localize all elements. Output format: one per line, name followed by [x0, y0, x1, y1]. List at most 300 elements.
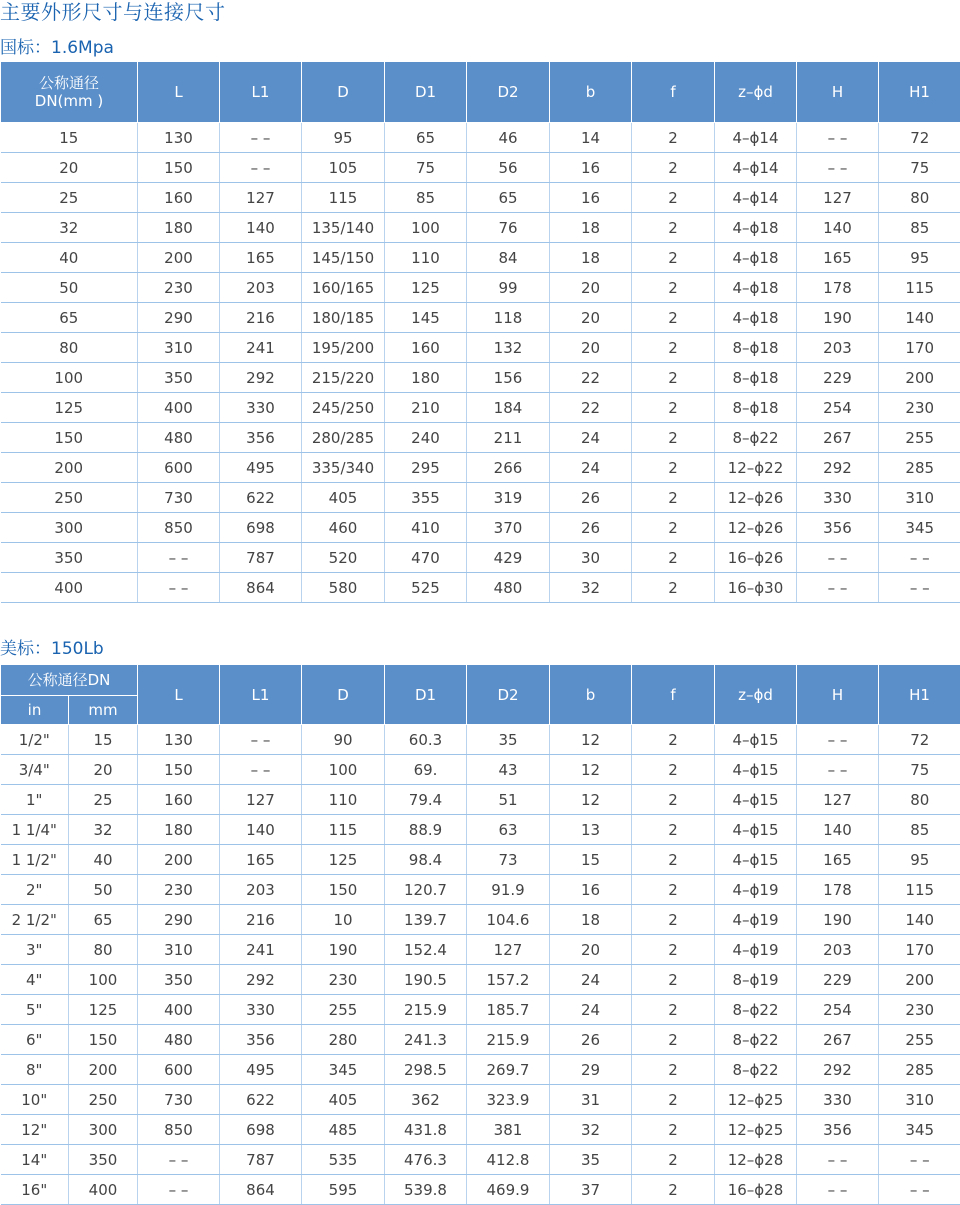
- table-cell: 65: [467, 183, 550, 213]
- table-cell: 152.4: [385, 935, 467, 965]
- table-cell: 4–ϕ19: [715, 935, 797, 965]
- table-cell: 130: [138, 725, 220, 755]
- table-cell: 8–ϕ18: [715, 333, 797, 363]
- table-cell: 356: [797, 513, 879, 543]
- table-cell: 150: [138, 755, 220, 785]
- table-cell: 2: [632, 483, 715, 513]
- table-cell: 95: [879, 845, 960, 875]
- us-column-header: D1: [385, 665, 467, 725]
- table-cell: 203: [797, 333, 879, 363]
- table-cell: 22: [550, 363, 632, 393]
- table-cell: 215/220: [302, 363, 385, 393]
- table-cell: 8": [1, 1055, 69, 1085]
- table-cell: 2: [632, 243, 715, 273]
- table-cell: 2: [632, 815, 715, 845]
- table-cell: 88.9: [385, 815, 467, 845]
- table-cell: 323.9: [467, 1085, 550, 1115]
- table-cell: 100: [385, 213, 467, 243]
- table-cell: 76: [467, 213, 550, 243]
- table-cell: 40: [1, 243, 138, 273]
- table-cell: 8–ϕ18: [715, 393, 797, 423]
- table-cell: 140: [797, 815, 879, 845]
- table-cell: 24: [550, 453, 632, 483]
- table-cell: 20: [550, 333, 632, 363]
- table-cell: 24: [550, 965, 632, 995]
- table-cell: 310: [879, 1085, 960, 1115]
- us-mm-header: mm: [69, 696, 138, 725]
- table-cell: 2: [632, 333, 715, 363]
- table-row: [1, 303, 960, 333]
- gb-header-row: [1, 62, 960, 123]
- table-cell: 203: [220, 273, 302, 303]
- table-cell: 115: [879, 273, 960, 303]
- table-cell: 730: [138, 1085, 220, 1115]
- table-cell: 30: [550, 543, 632, 573]
- table-cell: 485: [302, 1115, 385, 1145]
- table-cell: 16–ϕ26: [715, 543, 797, 573]
- table-cell: – –: [879, 543, 960, 573]
- table-cell: 12–ϕ25: [715, 1115, 797, 1145]
- table-cell: 16: [550, 153, 632, 183]
- us-table-body: [1, 725, 960, 1205]
- table-cell: 216: [220, 303, 302, 333]
- table-cell: 280/285: [302, 423, 385, 453]
- table-cell: 190: [797, 303, 879, 333]
- table-cell: 80: [879, 183, 960, 213]
- table-cell: – –: [220, 755, 302, 785]
- table-cell: 622: [220, 483, 302, 513]
- table-cell: 130: [138, 123, 220, 153]
- table-cell: 4–ϕ18: [715, 243, 797, 273]
- table-cell: 139.7: [385, 905, 467, 935]
- table-row: [1, 1055, 960, 1085]
- table-cell: 200: [879, 363, 960, 393]
- table-cell: 80: [1, 333, 138, 363]
- us-in-header: in: [1, 696, 69, 725]
- us-column-header: D2: [467, 665, 550, 725]
- table-cell: 280: [302, 1025, 385, 1055]
- table-cell: 215.9: [467, 1025, 550, 1055]
- table-cell: 25: [1, 183, 138, 213]
- table-cell: 4–ϕ14: [715, 183, 797, 213]
- table-row: [1, 573, 960, 603]
- table-cell: 115: [302, 183, 385, 213]
- table-cell: 18: [550, 243, 632, 273]
- table-cell: 3/4": [1, 755, 69, 785]
- table-cell: 160: [138, 785, 220, 815]
- table-row: [1, 785, 960, 815]
- table-cell: 2: [632, 1175, 715, 1205]
- table-cell: 4–ϕ14: [715, 123, 797, 153]
- table-cell: 150: [69, 1025, 138, 1055]
- us-column-header: L: [138, 665, 220, 725]
- table-cell: 95: [302, 123, 385, 153]
- table-cell: – –: [797, 755, 879, 785]
- table-cell: 73: [467, 845, 550, 875]
- table-cell: – –: [797, 543, 879, 573]
- table-cell: 115: [879, 875, 960, 905]
- table-cell: 698: [220, 513, 302, 543]
- table-cell: 469.9: [467, 1175, 550, 1205]
- table-row: [1, 513, 960, 543]
- table-cell: – –: [220, 725, 302, 755]
- table-row: [1, 183, 960, 213]
- table-row: [1, 965, 960, 995]
- table-row: [1, 995, 960, 1025]
- table-cell: – –: [797, 1145, 879, 1175]
- us-column-header: H1: [879, 665, 960, 725]
- gb-column-header: f: [632, 62, 715, 123]
- gb-dimension-table: [0, 61, 960, 603]
- table-cell: 170: [879, 935, 960, 965]
- table-cell: 200: [69, 1055, 138, 1085]
- table-cell: 362: [385, 1085, 467, 1115]
- table-cell: 16: [550, 183, 632, 213]
- table-cell: 125: [1, 393, 138, 423]
- table-cell: 330: [797, 483, 879, 513]
- table-cell: 2: [632, 1055, 715, 1085]
- table-cell: 412.8: [467, 1145, 550, 1175]
- table-cell: 100: [302, 755, 385, 785]
- table-cell: 405: [302, 483, 385, 513]
- table-cell: 20: [69, 755, 138, 785]
- table-cell: 50: [1, 273, 138, 303]
- table-cell: 2 1/2": [1, 905, 69, 935]
- table-cell: 335/340: [302, 453, 385, 483]
- table-cell: 4–ϕ18: [715, 213, 797, 243]
- table-cell: 16: [550, 875, 632, 905]
- table-cell: 80: [879, 785, 960, 815]
- table-cell: 230: [302, 965, 385, 995]
- table-cell: 356: [797, 1115, 879, 1145]
- table-cell: 292: [220, 363, 302, 393]
- table-cell: – –: [220, 123, 302, 153]
- table-cell: 400: [69, 1175, 138, 1205]
- table-cell: 56: [467, 153, 550, 183]
- table-cell: 2: [632, 935, 715, 965]
- table-cell: 72: [879, 725, 960, 755]
- table-cell: 370: [467, 513, 550, 543]
- table-cell: 157.2: [467, 965, 550, 995]
- table-row: [1, 393, 960, 423]
- table-cell: 63: [467, 815, 550, 845]
- table-cell: 190.5: [385, 965, 467, 995]
- table-row: [1, 453, 960, 483]
- table-cell: 85: [879, 213, 960, 243]
- table-cell: 105: [302, 153, 385, 183]
- table-cell: 300: [69, 1115, 138, 1145]
- table-cell: 127: [467, 935, 550, 965]
- table-cell: 1 1/4": [1, 815, 69, 845]
- table-cell: 145: [385, 303, 467, 333]
- table-cell: 2: [632, 905, 715, 935]
- table-cell: 50: [69, 875, 138, 905]
- table-cell: 178: [797, 875, 879, 905]
- table-cell: 864: [220, 573, 302, 603]
- table-cell: 72: [879, 123, 960, 153]
- table-cell: 25: [69, 785, 138, 815]
- table-cell: 140: [879, 303, 960, 333]
- table-cell: – –: [138, 1175, 220, 1205]
- table-cell: 2: [632, 965, 715, 995]
- table-cell: 480: [138, 423, 220, 453]
- table-cell: 2": [1, 875, 69, 905]
- table-cell: 32: [550, 1115, 632, 1145]
- table-cell: 127: [797, 785, 879, 815]
- table-cell: 850: [138, 513, 220, 543]
- table-cell: 84: [467, 243, 550, 273]
- table-cell: 410: [385, 513, 467, 543]
- table-cell: 864: [220, 1175, 302, 1205]
- gb-column-header: 公称通径 DN(mm ): [1, 62, 138, 123]
- table-cell: 125: [385, 273, 467, 303]
- table-cell: 2: [632, 785, 715, 815]
- table-cell: 69.: [385, 755, 467, 785]
- table-cell: – –: [797, 153, 879, 183]
- table-cell: – –: [879, 573, 960, 603]
- table-cell: 165: [797, 845, 879, 875]
- table-cell: 400: [1, 573, 138, 603]
- table-cell: 165: [220, 845, 302, 875]
- gb-column-header: L1: [220, 62, 302, 123]
- us-header-row: [1, 665, 960, 696]
- table-cell: 80: [69, 935, 138, 965]
- table-cell: 26: [550, 483, 632, 513]
- table-cell: 180: [138, 213, 220, 243]
- table-cell: 26: [550, 1025, 632, 1055]
- table-cell: 520: [302, 543, 385, 573]
- table-cell: 24: [550, 423, 632, 453]
- table-cell: – –: [138, 573, 220, 603]
- table-row: [1, 153, 960, 183]
- table-cell: 245/250: [302, 393, 385, 423]
- table-cell: 190: [302, 935, 385, 965]
- table-cell: 495: [220, 1055, 302, 1085]
- us-column-header: L1: [220, 665, 302, 725]
- table-cell: 43: [467, 755, 550, 785]
- table-cell: 292: [797, 453, 879, 483]
- table-cell: 431.8: [385, 1115, 467, 1145]
- table-cell: 5": [1, 995, 69, 1025]
- table-cell: – –: [138, 1145, 220, 1175]
- table-cell: 2: [632, 363, 715, 393]
- table-cell: 480: [138, 1025, 220, 1055]
- table-cell: 2: [632, 213, 715, 243]
- table-cell: 185.7: [467, 995, 550, 1025]
- table-cell: 787: [220, 543, 302, 573]
- table-cell: 850: [138, 1115, 220, 1145]
- table-cell: 267: [797, 423, 879, 453]
- table-row: [1, 243, 960, 273]
- table-cell: 211: [467, 423, 550, 453]
- table-cell: 310: [138, 935, 220, 965]
- table-cell: 140: [879, 905, 960, 935]
- table-cell: 4–ϕ14: [715, 153, 797, 183]
- table-cell: 65: [69, 905, 138, 935]
- table-cell: 2: [632, 1115, 715, 1145]
- table-cell: 292: [797, 1055, 879, 1085]
- table-cell: 12: [550, 755, 632, 785]
- table-cell: 140: [220, 815, 302, 845]
- table-cell: 350: [69, 1145, 138, 1175]
- table-cell: 160: [138, 183, 220, 213]
- table-cell: 241: [220, 935, 302, 965]
- table-row: [1, 123, 960, 153]
- table-cell: 2: [632, 303, 715, 333]
- table-row: [1, 363, 960, 393]
- table-cell: 330: [220, 995, 302, 1025]
- table-cell: 12–ϕ25: [715, 1085, 797, 1115]
- table-cell: 150: [302, 875, 385, 905]
- gb-section-title: 国标：1.6Mpa: [0, 38, 114, 58]
- table-cell: 2: [632, 725, 715, 755]
- table-cell: – –: [797, 1175, 879, 1205]
- table-cell: 2: [632, 543, 715, 573]
- table-cell: 429: [467, 543, 550, 573]
- table-cell: 20: [550, 273, 632, 303]
- table-cell: 1 1/2": [1, 845, 69, 875]
- table-row: [1, 273, 960, 303]
- table-cell: 300: [1, 513, 138, 543]
- table-cell: 20: [1, 153, 138, 183]
- table-cell: 405: [302, 1085, 385, 1115]
- table-cell: 1": [1, 785, 69, 815]
- table-row: [1, 1175, 960, 1205]
- table-cell: 580: [302, 573, 385, 603]
- table-cell: 31: [550, 1085, 632, 1115]
- table-cell: 18: [550, 905, 632, 935]
- table-cell: 127: [220, 785, 302, 815]
- table-cell: 110: [302, 785, 385, 815]
- table-cell: – –: [797, 123, 879, 153]
- table-cell: 16–ϕ30: [715, 573, 797, 603]
- table-cell: 145/150: [302, 243, 385, 273]
- table-cell: 2: [632, 513, 715, 543]
- gb-column-header: D1: [385, 62, 467, 123]
- table-cell: 345: [879, 1115, 960, 1145]
- table-cell: 14: [550, 123, 632, 153]
- table-cell: 240: [385, 423, 467, 453]
- table-cell: 12: [550, 785, 632, 815]
- us-column-header: f: [632, 665, 715, 725]
- gb-column-header: z–ϕd: [715, 62, 797, 123]
- table-cell: 229: [797, 965, 879, 995]
- table-cell: 12–ϕ28: [715, 1145, 797, 1175]
- table-cell: 2: [632, 393, 715, 423]
- table-cell: 104.6: [467, 905, 550, 935]
- table-cell: 787: [220, 1145, 302, 1175]
- table-cell: 75: [879, 755, 960, 785]
- table-cell: 2: [632, 183, 715, 213]
- table-cell: 100: [69, 965, 138, 995]
- table-cell: 495: [220, 453, 302, 483]
- table-cell: 4–ϕ18: [715, 273, 797, 303]
- table-cell: 24: [550, 995, 632, 1025]
- table-cell: 292: [220, 965, 302, 995]
- table-cell: – –: [138, 543, 220, 573]
- table-cell: 310: [879, 483, 960, 513]
- table-cell: 4–ϕ15: [715, 755, 797, 785]
- table-cell: 290: [138, 303, 220, 333]
- table-cell: 115: [302, 815, 385, 845]
- table-cell: 4–ϕ15: [715, 785, 797, 815]
- table-cell: 2: [632, 995, 715, 1025]
- table-cell: 310: [138, 333, 220, 363]
- table-cell: 254: [797, 995, 879, 1025]
- table-cell: 3": [1, 935, 69, 965]
- table-cell: 75: [385, 153, 467, 183]
- table-cell: 20: [550, 303, 632, 333]
- table-cell: 15: [69, 725, 138, 755]
- table-cell: 210: [385, 393, 467, 423]
- table-cell: 255: [879, 423, 960, 453]
- table-cell: 285: [879, 453, 960, 483]
- table-row: [1, 543, 960, 573]
- table-cell: 160/165: [302, 273, 385, 303]
- table-cell: 100: [1, 363, 138, 393]
- table-row: [1, 875, 960, 905]
- table-cell: 46: [467, 123, 550, 153]
- us-dn-header: 公称通径DN: [1, 665, 138, 696]
- table-cell: 350: [138, 363, 220, 393]
- us-section-title: 美标：150Lb: [0, 639, 104, 659]
- table-cell: 8–ϕ22: [715, 995, 797, 1025]
- us-column-header: H: [797, 665, 879, 725]
- table-cell: – –: [879, 1175, 960, 1205]
- table-cell: 254: [797, 393, 879, 423]
- table-cell: 400: [138, 393, 220, 423]
- table-cell: 13: [550, 815, 632, 845]
- table-cell: 230: [138, 875, 220, 905]
- table-cell: 8–ϕ19: [715, 965, 797, 995]
- table-cell: 1/2": [1, 725, 69, 755]
- table-cell: 6": [1, 1025, 69, 1055]
- table-cell: 65: [385, 123, 467, 153]
- table-cell: 241: [220, 333, 302, 363]
- table-cell: 26: [550, 513, 632, 543]
- table-cell: 200: [138, 845, 220, 875]
- table-cell: 85: [385, 183, 467, 213]
- table-cell: 2: [632, 123, 715, 153]
- table-cell: 165: [220, 243, 302, 273]
- table-cell: 4–ϕ15: [715, 725, 797, 755]
- table-cell: – –: [220, 153, 302, 183]
- table-cell: 730: [138, 483, 220, 513]
- table-cell: 600: [138, 1055, 220, 1085]
- table-cell: 8–ϕ22: [715, 423, 797, 453]
- table-row: [1, 1085, 960, 1115]
- table-cell: 4–ϕ19: [715, 905, 797, 935]
- table-cell: 195/200: [302, 333, 385, 363]
- table-cell: 150: [1, 423, 138, 453]
- table-cell: 200: [1, 453, 138, 483]
- table-cell: 60.3: [385, 725, 467, 755]
- us-dimension-table: [0, 664, 960, 1205]
- gb-column-header: H1: [879, 62, 960, 123]
- table-cell: 35: [467, 725, 550, 755]
- table-cell: 12–ϕ26: [715, 513, 797, 543]
- table-cell: 230: [879, 995, 960, 1025]
- table-cell: 241.3: [385, 1025, 467, 1055]
- table-cell: 12–ϕ22: [715, 453, 797, 483]
- table-cell: 156: [467, 363, 550, 393]
- us-column-header: D: [302, 665, 385, 725]
- table-row: [1, 333, 960, 363]
- table-cell: 535: [302, 1145, 385, 1175]
- table-cell: 180: [138, 815, 220, 845]
- table-cell: 16–ϕ28: [715, 1175, 797, 1205]
- table-cell: 356: [220, 423, 302, 453]
